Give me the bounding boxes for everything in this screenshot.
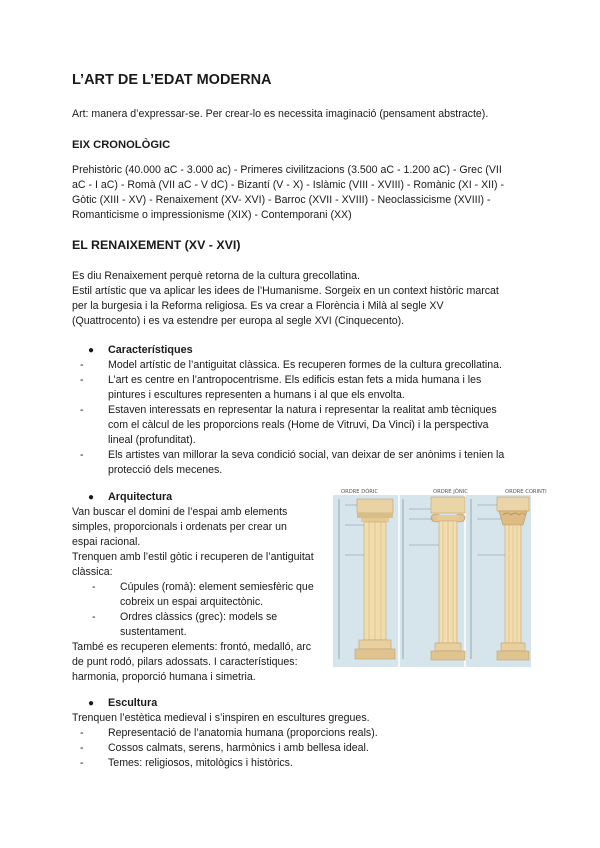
ionic-label: ORDRE JÒNIC bbox=[433, 489, 468, 495]
dash-icon: - bbox=[92, 581, 96, 593]
arquitectura-line: clàssica: bbox=[72, 566, 113, 578]
list-item bbox=[80, 741, 369, 756]
list-item-text: com el càlcul de les proporcions reals (Home de Vitruvi, Da Vinci) i la perspectiva bbox=[108, 419, 489, 432]
list-item bbox=[80, 403, 497, 449]
bullet-icon: ● bbox=[88, 345, 95, 356]
list-item bbox=[92, 580, 314, 610]
list-item-text: Els artistes van millorar la seva condició social, van deixar de ser anònims i tenien la bbox=[108, 449, 505, 461]
bullet-icon: ● bbox=[88, 492, 95, 503]
list-item-text: lineal (profunditat). bbox=[108, 434, 196, 447]
eix-line: Gòtic (XIII - XV) - Renaixement (XV- XVI) - Barroc (XVII - XVIII) - Neoclassicisme (XVIII) - bbox=[72, 194, 491, 206]
list-item bbox=[80, 756, 293, 771]
arquitectura-label: Arquitectura bbox=[108, 491, 173, 503]
list-item-text: Cossos calmats, serens, harmònics i amb bellesa ideal. bbox=[108, 742, 369, 754]
eix-line: Romanticisme o impressionisme (XIX) - Contemporani (XX) bbox=[72, 209, 352, 221]
bullet-icon: ● bbox=[88, 698, 95, 709]
corinthian-label: ORDRE CORINTI bbox=[505, 489, 547, 495]
list-item-text: Cúpules (romà): element semiesfèric que bbox=[120, 581, 314, 593]
arquitectura-line: simples, proporcionals i ordenats per crear un bbox=[72, 521, 287, 533]
list-item-text: cobreix un espai arquitectònic. bbox=[120, 596, 264, 609]
arquitectura-line: Trenquen amb l’estil gòtic i recuperen de l’antiguitat bbox=[72, 551, 314, 563]
classical-orders-illustration bbox=[333, 485, 547, 667]
list-item-text: protecció dels mecenes. bbox=[108, 464, 223, 477]
dash-icon: - bbox=[80, 449, 84, 461]
list-item-text: sustentament. bbox=[120, 626, 187, 639]
eix-line: Prehistòric (40.000 aC - 3.000 ac) - Primeres civilitzacions (3.500 aC - 1.200 aC) - Grec (VII bbox=[72, 164, 502, 176]
list-item bbox=[80, 373, 482, 403]
renaixement-line: per la burgesia i la Reforma religiosa. Es va crear a Florència i Milà al segle XV bbox=[72, 300, 444, 312]
list-item bbox=[92, 610, 278, 640]
arquitectura-line: Van buscar el domini de l’espai amb elements bbox=[72, 506, 288, 518]
list-item bbox=[80, 726, 378, 741]
list-item-text: L’art es centre en l’antropocentrisme. Els edificis estan fets a mida humana i les bbox=[108, 374, 482, 386]
dash-icon: - bbox=[80, 742, 84, 754]
dash-icon: - bbox=[80, 404, 84, 416]
dash-icon: - bbox=[92, 611, 96, 623]
dash-icon: - bbox=[80, 757, 84, 769]
intro-paragraph: Art: manera d’expressar-se. Per crear-lo es necessita imaginació (pensament abstracte). bbox=[72, 108, 489, 120]
escultura-heading bbox=[88, 697, 157, 709]
arquitectura-heading bbox=[88, 491, 172, 503]
list-item-text: Representació de l’anatomia humana (proporcions reals). bbox=[108, 727, 378, 739]
renaixement-line: Es diu Renaixement perquè retorna de la cultura grecollatina. bbox=[72, 270, 360, 282]
page-title: L’ART DE L’EDAT MODERNA bbox=[72, 72, 272, 88]
caracteristiques-heading bbox=[88, 344, 193, 356]
list-item-text: pintures i escultures representen a humans i al que els envolta. bbox=[108, 389, 405, 402]
renaixement-heading: EL RENAIXEMENT (XV - XVI) bbox=[72, 238, 241, 252]
escultura-label: Escultura bbox=[108, 697, 158, 709]
arquitectura-line: de punt rodó, pilars adossats. I característiques: bbox=[72, 656, 298, 668]
renaixement-line: Estil artístic que va aplicar les idees de l’Humanisme. Sorgeix en un context històric marcat bbox=[72, 285, 499, 297]
arquitectura-line: espai racional. bbox=[72, 536, 141, 548]
dash-icon: - bbox=[80, 374, 84, 386]
doric-label: ORDRE DÒRIC bbox=[341, 489, 379, 495]
eix-heading: EIX CRONOLÒGIC bbox=[72, 139, 171, 151]
arquitectura-line: També es recuperen elements: frontó, medalló, arc bbox=[72, 641, 312, 653]
list-item bbox=[80, 358, 502, 373]
dash-icon: - bbox=[80, 727, 84, 739]
arquitectura-line: harmonia, proporció humana i simetria. bbox=[72, 671, 256, 683]
list-item-text: Model artístic de l’antiguitat clàssica. Es recuperen formes de la cultura grecollatina. bbox=[108, 359, 502, 371]
list-item-text: Ordres clàssics (grec): models se bbox=[120, 611, 278, 623]
list-item-text: Estaven interessats en representar la natura i representar la realitat amb tècniques bbox=[108, 404, 497, 416]
eix-line: aC - I aC) - Romà (VII aC - V dC) - Bizantí (V - X) - Islàmic (VIII - XVIII) - Romànic (XI - XII) - bbox=[72, 179, 505, 191]
caracteristiques-label: Característiques bbox=[108, 344, 193, 356]
escultura-line: Trenquen l’estètica medieval i s’inspiren en escultures gregues. bbox=[72, 712, 370, 724]
list-item bbox=[80, 448, 505, 478]
renaixement-line: (Quattrocento) i es va estendre per europa al segle XVI (Cinquecento). bbox=[72, 315, 405, 327]
classical-orders-image bbox=[333, 485, 547, 667]
dash-icon: - bbox=[80, 359, 84, 371]
list-item-text: Temes: religiosos, mitològics i històrics. bbox=[108, 757, 293, 769]
